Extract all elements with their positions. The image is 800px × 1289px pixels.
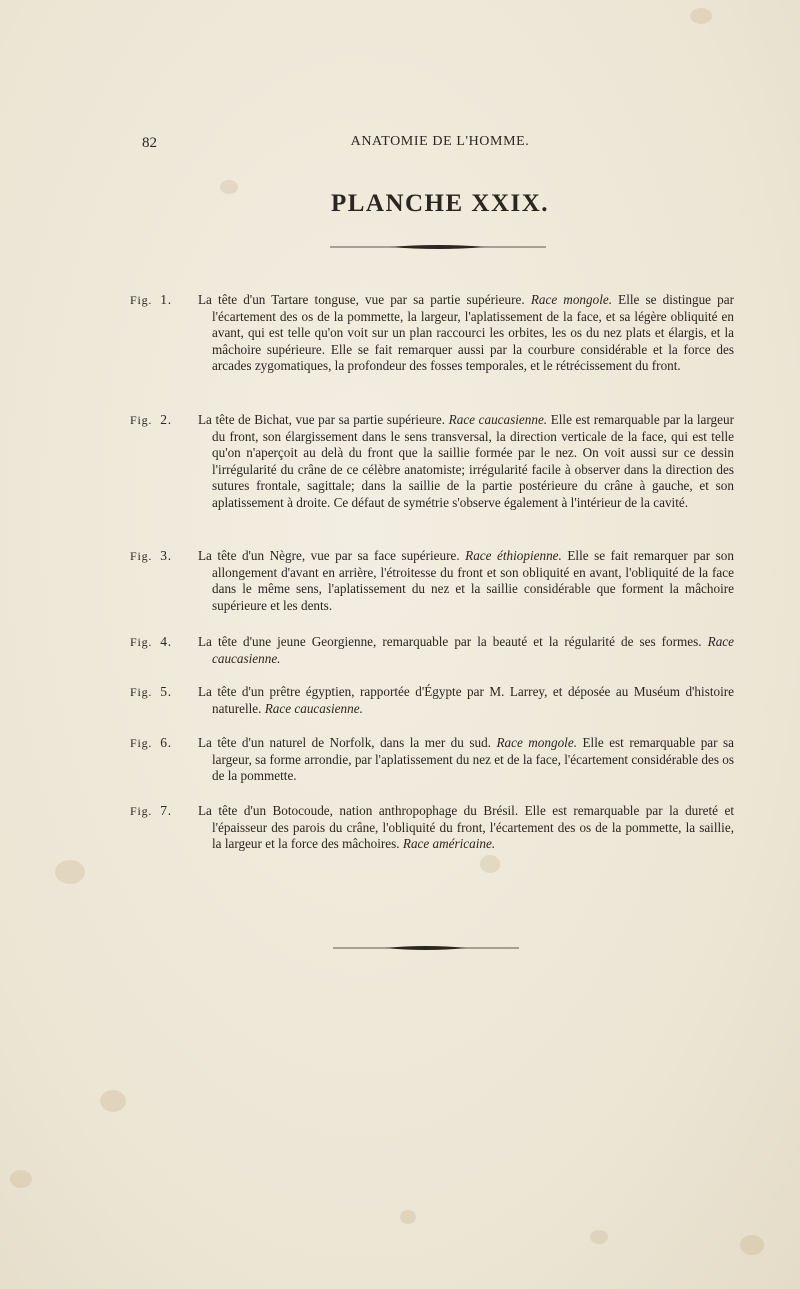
figure-entry-1	[130, 292, 734, 375]
figure-description: La tête d'un Tartare tonguse, vue par sa partie supérieure. Race mongole. Elle se distingue par l'écartement des os de la pommette, la largeur, l'aplatissement de la face, et sa légère obliquité en avant, qui est telle qu'on voit sur un plan raccourci les orbites, les os du nez plats et élargis, et la mâchoire supérieure. Elle se fait remarquer aussi par la courbure considérable et la force des arcades zygomatiques, la profondeur des fosses temporales, et le rétrécissement du front.	[198, 292, 734, 374]
foxing-spot	[480, 855, 500, 873]
figure-description: La tête d'un naturel de Norfolk, dans la mer du sud. Race mongole. Elle est remarquable par sa largeur, sa forme arrondie, par l'aplatissement du nez et de la face, l'écartement considérable des os de la pommette.	[198, 735, 734, 784]
race-name: Race caucasienne.	[448, 412, 548, 427]
page-number: 82	[142, 135, 157, 151]
figure-entry-3	[130, 548, 734, 614]
figure-label: Fig. 4.	[130, 634, 172, 649]
figure-entry-6	[130, 735, 734, 785]
figure-description: La tête d'une jeune Georgienne, remarquable par la beauté et la régularité de ses formes. Race caucasienne.	[198, 634, 734, 666]
foxing-spot	[55, 860, 85, 884]
race-name: Race éthiopienne.	[465, 548, 562, 563]
race-name: Race mongole.	[496, 735, 577, 750]
figure-entry-4	[130, 634, 734, 667]
figure-label: Fig. 1.	[130, 292, 172, 307]
figure-entry-5	[130, 684, 734, 717]
ornamental-rule-top	[330, 242, 546, 252]
figure-description: La tête d'un prêtre égyptien, rapportée d'Égypte par M. Larrey, et déposée au Muséum d'histoire naturelle. Race caucasienne.	[198, 684, 734, 716]
race-name: Race caucasienne.	[212, 634, 734, 666]
figure-entry-7	[130, 803, 734, 853]
ornamental-rule-bottom	[333, 943, 519, 953]
figure-label: Fig. 7.	[130, 803, 172, 818]
race-name: Race mongole.	[530, 292, 613, 307]
foxing-spot	[100, 1090, 126, 1112]
figure-label: Fig. 2.	[130, 412, 172, 427]
foxing-spot	[590, 1230, 608, 1244]
figure-description: La tête d'un Botocoude, nation anthropophage du Brésil. Elle est remarquable par la dureté et l'épaisseur des parois du crâne, l'obliquité du front, l'écartement des os de la pommette, la saillie, la largeur et la force des mâchoires. Race américaine.	[198, 803, 734, 852]
foxing-spot	[690, 8, 712, 24]
figure-label: Fig. 3.	[130, 548, 172, 563]
figure-description: La tête de Bichat, vue par sa partie supérieure. Race caucasienne. Elle est remarquable par la largeur du front, son élargissement dans le sens transversal, la direction verticale de la face, qui est telle qu'on n'aperçoit au delà du front que la saillie formée par le nez. On voit aussi sur ce dessin l'irrégularité du crâne de ce célèbre anatomiste; irrégularité facile à observer dans la direction des sutures frontale, sagittale; dans la saillie de la partie postérieure du crâne à gauche, et son aplatissement à droite. Ce défaut de symétrie s'observe également à l'intérieur de la cavité.	[198, 412, 734, 510]
foxing-spot	[400, 1210, 416, 1224]
plate-title: PLANCHE XXIX.	[330, 190, 550, 217]
race-name: Race américaine.	[402, 836, 496, 852]
figure-label: Fig. 5.	[130, 684, 172, 699]
figure-entry-2	[130, 412, 734, 512]
running-title: ANATOMIE DE L'HOMME.	[350, 134, 530, 149]
foxing-spot	[10, 1170, 32, 1188]
figure-label: Fig. 6.	[130, 735, 172, 750]
foxing-spot	[740, 1235, 764, 1255]
figure-description: La tête d'un Nègre, vue par sa face supérieure. Race éthiopienne. Elle se fait remarquer par son allongement d'avant en arrière, l'étroitesse du front et son obliquité en avant, l'obliquité de la face dans le même sens, l'aplatissement du nez et la saillie considérable que forment la mâchoire supérieure et les dents.	[198, 548, 734, 613]
race-name: Race caucasienne.	[264, 700, 363, 716]
